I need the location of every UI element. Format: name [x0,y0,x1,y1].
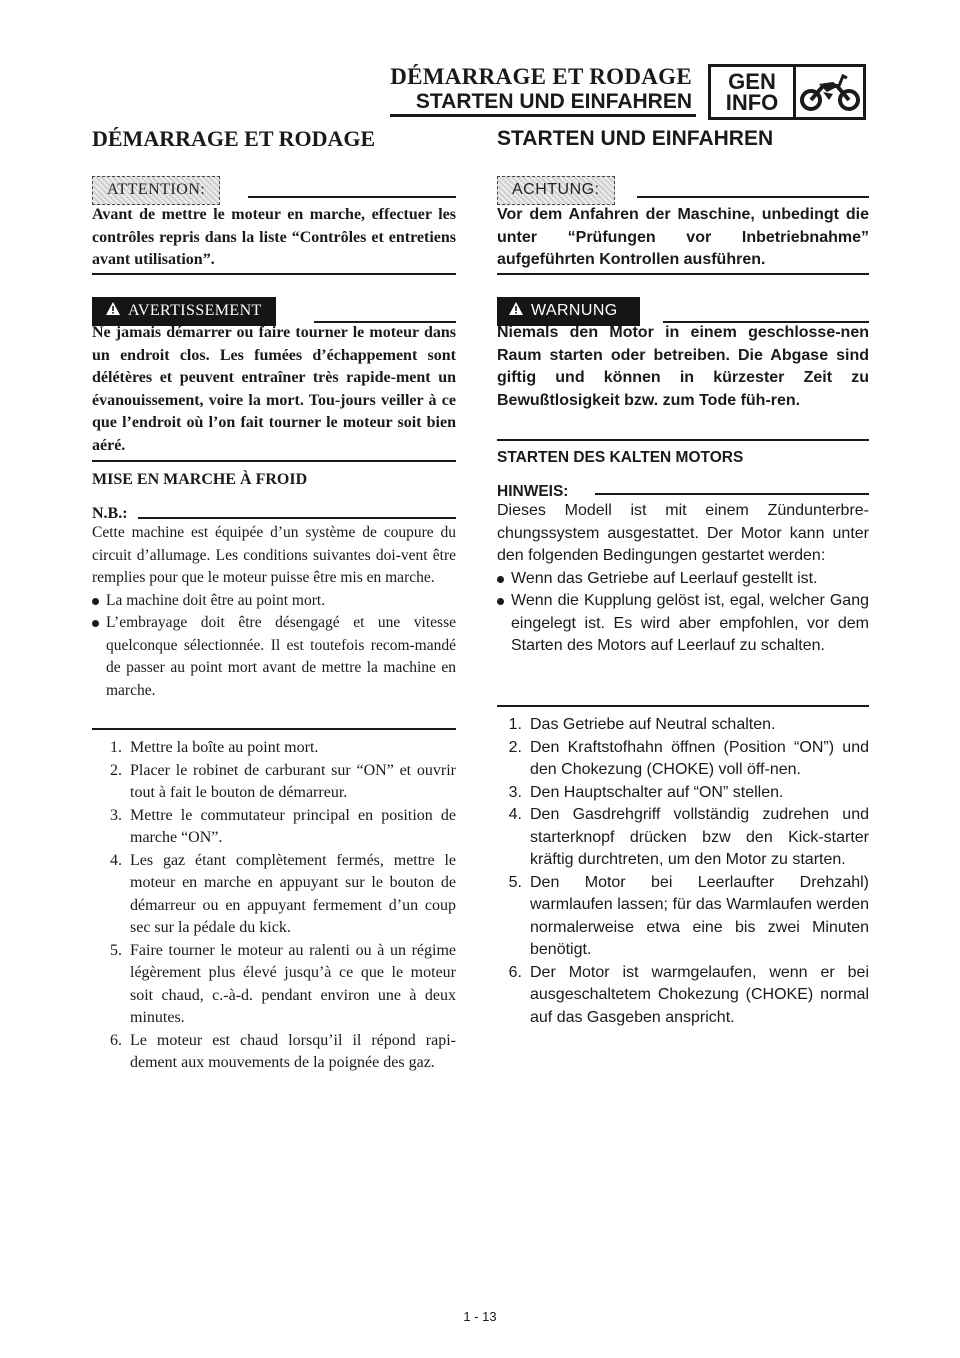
fr-note-end-rule [92,728,456,730]
de-step: 3. Den Hauptschalter auf “ON” stellen. [508,783,784,801]
fr-bullet-1: La machine doit être au point mort. [92,590,456,613]
de-subheading: STARTEN DES KALTEN MOTORS [497,449,744,466]
de-note-text: Dieses Modell ist mit einem Zündunterbre-chungssystem ausgestattet. Der Motor kann unter den folgenden Bedingungen gestartet werden: [497,502,869,564]
de-step: 5. Den Motor bei Leerlaufter Drehzahl) warmlaufen lassen; für das Warmlaufen werden normalerweise etwa eine bis zwei Minuten benötigt. [508,873,869,958]
fr-step: 6. Le moteur est chaud lorsqu’il il répond rapi-dement aux mouvements de la poignée des gaz. [110,1031,456,1071]
badge-line-1: GEN [728,69,776,94]
badge-line-2: INFO [725,90,779,115]
fr-subheading: MISE EN MARCHE À FROID [92,471,308,488]
fr-steps-list [100,737,456,1075]
de-step: 4. Den Gasdrehgriff vollständig zudrehen und starterknopf drücken bzw den Kick-starter kräftig durchtreten, um den Motor zu starten. [508,806,869,868]
section-badge [708,64,866,120]
fr-step: 2. Placer le robinet de carburant sur “ON” et ouvrir tout à fait le bouton de démarreur. [110,761,456,801]
fr-bullet-2: L’embrayage doit être désengagé et une vitesse quelconque sélectionnée. Il est toutefois recom-mandé de passer au point mort avant de mettre la machine en marche. [92,612,456,702]
de-warning-header [497,297,869,325]
de-attention-header [497,176,869,206]
de-attention-rule [637,196,869,198]
fr-note-label: N.B.: [92,505,128,522]
header-title-de: STARTEN UND EINFAHREN [415,90,692,113]
de-warning-label: WARNUNG [531,302,618,319]
fr-warning-end-rule [92,460,456,462]
de-steps-list [500,714,869,1029]
fr-step: 3. Mettre le commutateur principal en position de marche “ON”. [110,806,456,846]
warning-triangle-icon [106,300,120,323]
fr-note-rule [138,517,456,519]
page-number: 1 - 13 [463,1309,497,1324]
fr-heading: DÉMARRAGE ET RODAGE [92,126,376,151]
warning-triangle-icon [509,300,523,323]
fr-attention-rule [248,196,456,198]
de-bullet-2: Wenn die Kupplung gelöst ist, egal, welcher Gang eingelegt ist. Es wird aber empfohlen, vor dem Starten des Motors auf Leerlauf zu schalten. [497,590,869,658]
de-note-rule [595,493,869,495]
fr-attention-label: ATTENTION: [92,176,220,205]
de-note-label: HINWEIS: [497,483,569,500]
de-step: 2. Den Kraftstofhahn öffnen (Position “ON”) und den Chokezung (CHOKE) voll öff-nen. [508,738,869,778]
badge-label [711,67,796,117]
de-step: 1. Das Getriebe auf Neutral schalten. [508,716,776,733]
fr-step: 1. Mettre la boîte au point mort. [110,739,319,756]
fr-note-body [92,522,456,702]
fr-attention-end-rule [92,273,456,275]
de-heading: STARTEN UND EINFAHREN [497,127,774,150]
header-rule [390,114,696,117]
fr-attention-header [92,176,456,206]
de-column [497,128,869,151]
de-warning-end-rule [497,439,869,441]
fr-step: 4. Les gaz étant complètement fermés, mettre le moteur en marche en appuyant sur le bouton de démarreur ou en appuyant fermement d’un coup sec sur la pédale du kick. [110,851,456,936]
header-title-fr: DÉMARRAGE ET RODAGE [390,64,692,89]
fr-warning-text: Ne jamais démarrer ou faire tourner le moteur dans un endroit clos. Les fumées d’échappement sont délétères et peuvent entraîner très rapide-ment un évanouissement, voire la mort. Tou-jours veiller à ce que l’endroit où l’on fait tourner le moteur soit bien aéré. [92,324,456,454]
fr-attention-text: Avant de mettre le moteur en marche, effectuer les contrôles repris dans la liste “Contrôles et entretiens avant utilisation”. [92,206,456,268]
de-warning-text: Niemals den Motor in einem geschlosse-nen Raum starten oder betreiben. Die Abgase sind giftig und können in kürzester Zeit zu Bewußtlosigkeit bzw. zum Tode füh-ren. [497,324,869,409]
de-bullet-1: Wenn das Getriebe auf Leerlauf gestellt ist. [497,568,869,591]
de-attention-text: Vor dem Anfahren der Maschine, unbedingt die unter “Prüfungen vor Inbetriebnahme” aufgeführten Kontrollen ausführen. [497,206,869,268]
fr-column [92,128,456,151]
fr-warning-header [92,297,456,325]
fr-note-text: Cette machine est équipée d’un système de coupure du circuit d’allumage. Les conditions suivantes doi-vent être remplies pour que le moteur puisse être mis en marche. [92,524,456,586]
fr-step: 5. Faire tourner le moteur au ralenti ou à un régime légèrement plus élevé jusqu’à ce que le moteur soit chaud, c.-à-d. pendant environ une à deux minutes. [110,941,456,1026]
de-attention-label: ACHTUNG: [497,176,615,205]
de-step: 6. Der Motor ist warmgelaufen, wenn er bei ausgeschaltetem Chokezung (CHOKE) normal auf das Gasgeben anspricht. [508,963,869,1026]
de-note-end-rule [497,705,869,707]
de-note-body [497,500,869,658]
motorcycle-icon [796,67,863,117]
fr-warning-label: AVERTISSEMENT [128,302,262,319]
de-attention-end-rule [497,273,869,275]
